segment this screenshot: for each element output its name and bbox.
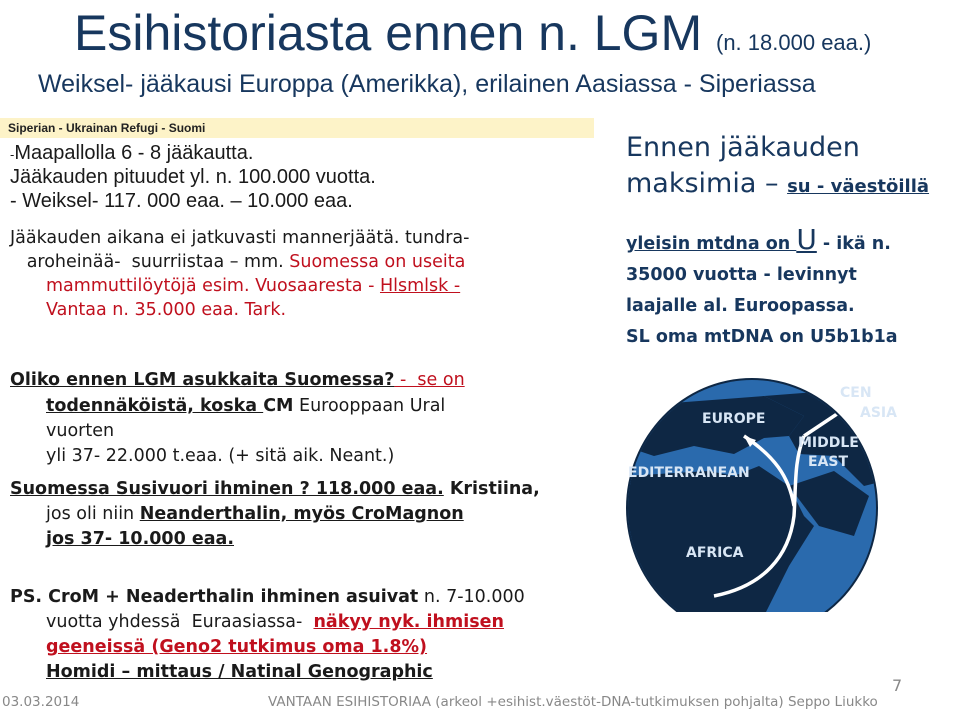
mtdna-common-text: yleisin mtdna on bbox=[626, 234, 797, 254]
maximum-text: maksimia – bbox=[626, 168, 788, 199]
steppe-text: aroheinää- suurriistaa – mm. bbox=[10, 252, 290, 272]
susivuori-line bbox=[10, 478, 540, 501]
ps-text: PS. CroM + Neaderthalin ihminen asuivat bbox=[10, 587, 419, 607]
right-heading-line1: Ennen jääkauden bbox=[626, 132, 860, 163]
ice-age-length: Jääkauden pituudet yl. n. 100.000 vuotta. bbox=[10, 166, 376, 188]
title-main: Esihistoriasta ennen n. LGM bbox=[74, 5, 716, 61]
hlsmlsk-text: Hlsmlsk - bbox=[379, 276, 461, 296]
age-text: - ikä n. bbox=[816, 234, 891, 254]
title-date: (n. 18.000 eaa.) bbox=[716, 30, 872, 55]
mountains-text: vuorten bbox=[46, 421, 115, 441]
neanderthal-text: Neanderthalin, myös CroMagnon bbox=[139, 504, 464, 524]
ice-age-count-text: Maapallolla 6 - 8 jääkautta. bbox=[14, 142, 254, 164]
bullet-dash: - bbox=[10, 148, 15, 162]
migration-map bbox=[614, 376, 914, 612]
footer-text: VANTAAN ESIHISTORIAA (arkeol +esihist.väestöt-DNA-tutkimuksen pohjalta) Seppo Liukko bbox=[268, 694, 878, 710]
label-asia: ASIA bbox=[860, 405, 897, 421]
if-text: jos oli niin bbox=[46, 504, 140, 524]
mtdna-line2: 35000 vuotta - levinnyt bbox=[626, 265, 857, 285]
mtdna-line3: laajalle al. Euroopassa. bbox=[626, 296, 855, 316]
ural-text: Eurooppaan Ural bbox=[293, 396, 446, 416]
susivuori-text: Suomessa Susivuori ihminen ? 118.000 eaa. bbox=[10, 479, 444, 499]
neanderthal-line bbox=[46, 503, 464, 526]
label-central: CEN bbox=[840, 385, 872, 401]
cm-text: CM bbox=[263, 396, 294, 416]
cromagnon-dates: jos 37- 10.000 eaa. bbox=[46, 529, 234, 549]
genes-text: näkyy nyk. ihmisen bbox=[313, 612, 504, 632]
mammoth-line bbox=[10, 251, 465, 274]
label-europe: EUROPE bbox=[702, 411, 766, 427]
vantaa-date: Vantaa n. 35.000 eaa. Tark. bbox=[46, 300, 287, 320]
mtdna-line4: SL oma mtDNA on U5b1b1a bbox=[626, 327, 898, 347]
vuosaari-line bbox=[46, 275, 460, 298]
route-arrow-asia bbox=[839, 404, 849, 414]
question-text: Oliko ennen LGM asukkaita Suomessa? bbox=[10, 370, 395, 390]
mammoth-finds-text: Suomessa on useita bbox=[289, 252, 466, 272]
label-east: EAST bbox=[808, 454, 849, 470]
settlers-question bbox=[10, 369, 465, 392]
page-subtitle: Weiksel- jääkausi Europpa (Amerikka), erilainen Aasiassa - Siperiassa bbox=[38, 70, 816, 98]
footer-date: 03.03.2014 bbox=[2, 694, 80, 710]
label-middle: MIDDLE bbox=[798, 435, 859, 451]
refugi-banner: Siperian - Ukrainan Refugi - Suomi bbox=[0, 118, 594, 138]
page-number: 7 bbox=[892, 676, 903, 695]
ps-years: n. 7-10.000 bbox=[418, 587, 525, 607]
haplogroup-u: U bbox=[796, 223, 817, 256]
mtdna-line1 bbox=[626, 224, 898, 260]
ice-age-count bbox=[10, 142, 253, 167]
migration-dates: yli 37- 22.000 t.eaa. (+ sitä aik. Neant.) bbox=[46, 446, 395, 466]
eurasia-text: vuotta yhdessä Euraasiassa- bbox=[46, 612, 314, 632]
probable-text: todennäköistä, koska bbox=[46, 396, 264, 416]
mtdna-info bbox=[626, 224, 898, 353]
page-title bbox=[74, 4, 871, 62]
ps-line bbox=[10, 586, 525, 609]
right-heading bbox=[626, 130, 929, 205]
kristiina-text: Kristiina, bbox=[443, 479, 540, 499]
population-text: su - väestöillä bbox=[787, 176, 930, 197]
label-africa: AFRICA bbox=[686, 545, 744, 561]
cromagnon-line bbox=[46, 395, 445, 418]
right-heading-line2 bbox=[626, 166, 929, 205]
vuosaari-text: mammuttilöytöjä esim. Vuosaaresta - bbox=[46, 276, 380, 296]
answer-start: - se on bbox=[394, 370, 465, 390]
weiksel-dates: - Weiksel- 117. 000 eaa. – 10.000 eaa. bbox=[10, 190, 353, 212]
geno2-line: geeneissä (Geno2 tutkimus oma 1.8%) bbox=[46, 637, 428, 657]
national-geographic-line: Homidi – mittaus / Natinal Genographic bbox=[46, 662, 433, 682]
label-mediterranean: EDITERRANEAN bbox=[628, 465, 750, 481]
ice-age-tundra: Jääkauden aikana ei jatkuvasti mannerjäätä. tundra- bbox=[10, 228, 470, 248]
eurasia-line bbox=[46, 611, 504, 634]
